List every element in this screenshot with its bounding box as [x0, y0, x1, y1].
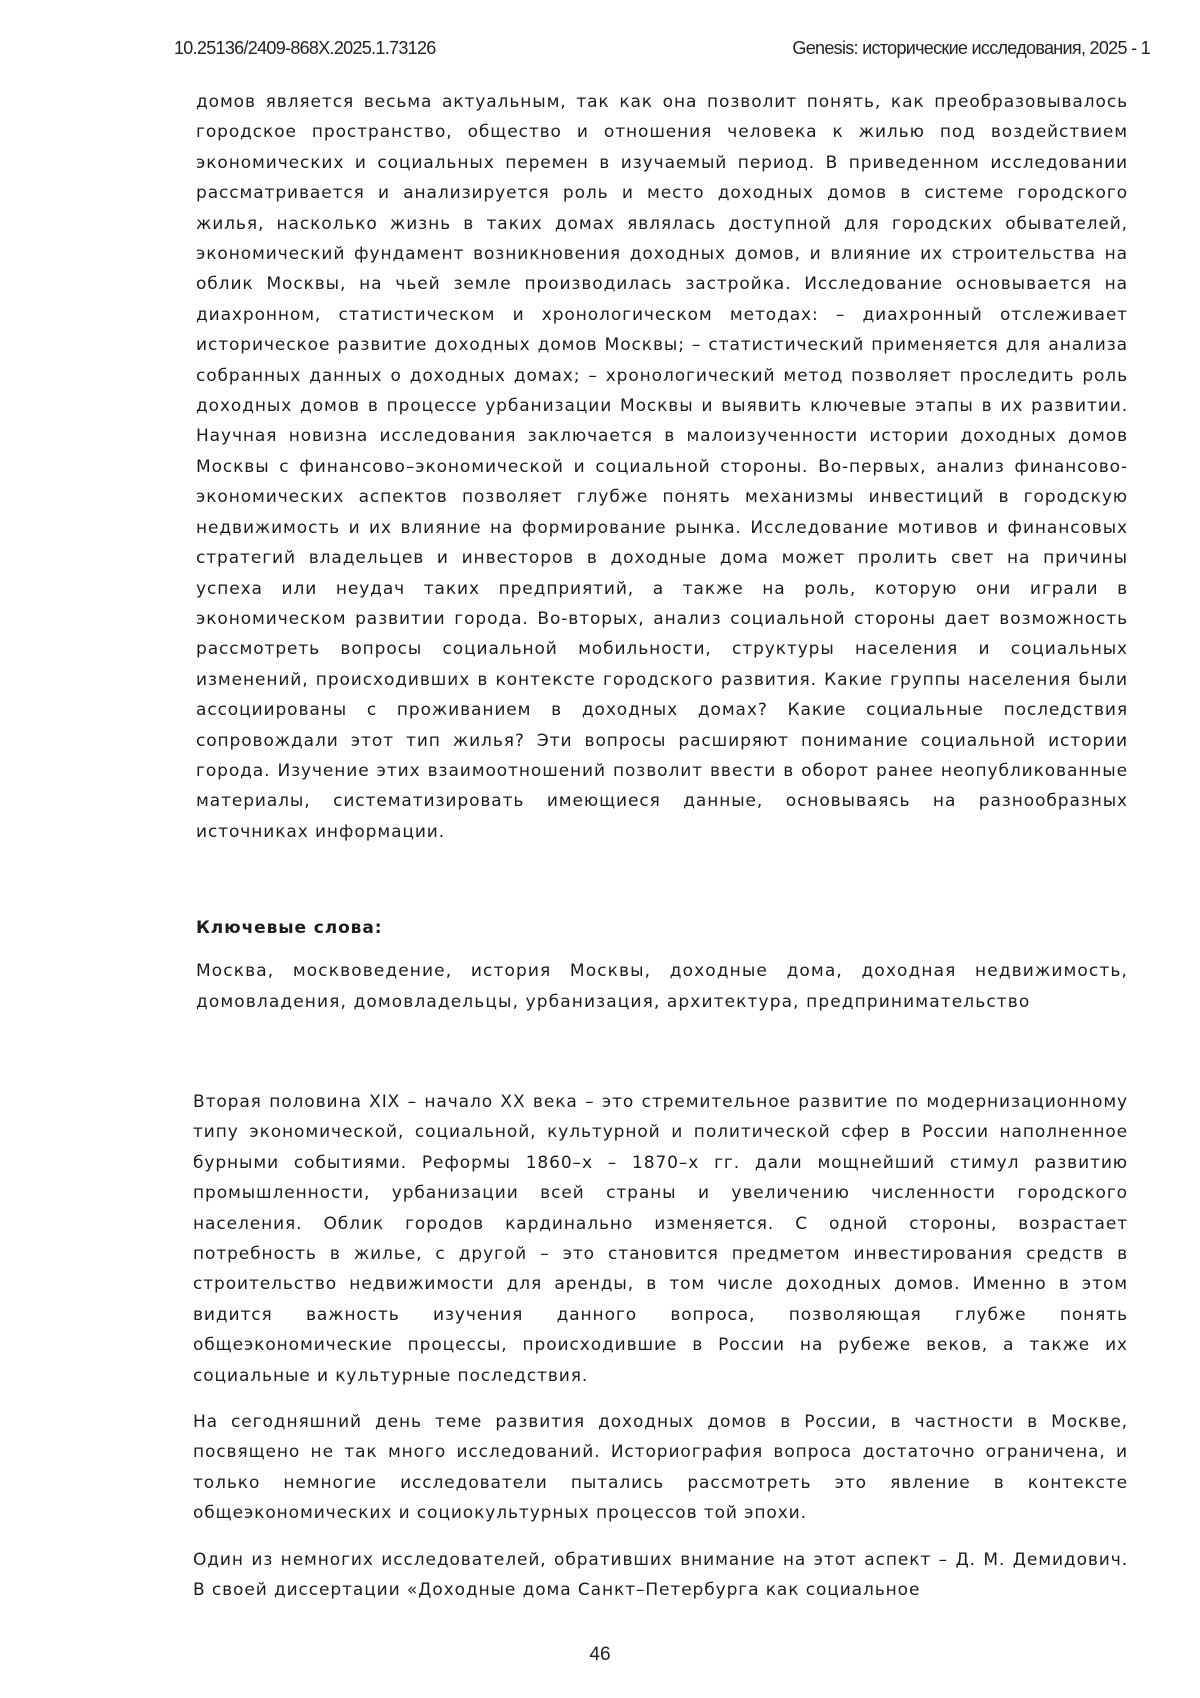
abstract-paragraph: домов является весьма актуальным, так как она позволит понять, как преобразовывалось городское пространство, общество и отношения человека к жилью под воздействием экономических и социальных перемен в изучаемый период. В приведенном исследовании рассматривается и анализируется роль и место доходных домов в системе городского жилья, насколько жизнь в таких домах являлась доступной для городских обывателей, экономический фундамент возникновения доходных домов, и влияние их строительства на облик Москвы, на чьей земле производилась застройка. Исследование основывается на диахронном, статистическом и хронологическом методах: – диахронный отслеживает историческое развитие доходных домов Москвы; – статистический применяется для анализа собранных данных о доходных домах; – хронологический метод позволяет проследить роль доходных домов в процессе урбанизации Москвы и выявить ключевые этапы в их развитии. Научная новизна исследования заключается в малоизученности истории доходных домов Москвы с финансово–экономической и социальной стороны. Во-первых, анализ финансово-экономических аспектов позволяет глубже понять механизмы инвестиций в городскую недвижимость и их влияние на формирование рынка. Исследование мотивов и финансовых стратегий владельцев и инвесторов в доходные дома может пролить свет на причины успеха или неудач таких предприятий, а также на роль, которую они играли в экономическом развитии города. Во-вторых, анализ социальной стороны дает возможность рассмотреть вопросы социальной мобильности, структуры населения и социальных изменений, происходивших в контексте городского развития. Какие группы населения были ассоциированы с проживанием в доходных домах? Какие социальные последствия сопровождали этот тип жилья? Эти вопросы расширяют понимание социальной истории города. Изучение этих взаимоотношений позволит ввести в оборот ранее неопубликованные материалы, систематизировать имеющиеся данные, основываясь на разнообразных источниках информации. — [196, 92, 1128, 842]
body-paragraph-2: На сегодняшний день теме развития доходных домов в России, в частности в Москве, посвящено не так много исследований. Историография вопроса достаточно ограничена, и только немногие исследователи пытались рассмотреть это явление в контексте общеэкономических и социокультурных процессов той эпохи. — [193, 1412, 1128, 1524]
page-number: 46 — [589, 1644, 611, 1665]
journal-title: Genesis: исторические исследования, 2025 - 1 — [792, 38, 1150, 58]
keywords-heading: Ключевые слова: — [196, 918, 383, 939]
doi-label: 10.25136/2409-868X.2025.1.73126 — [174, 38, 436, 58]
body-paragraph-3: Один из немногих исследователей, обративших внимание на этот аспект – Д. М. Демидович. В своей диссертации «Доходные дома Санкт–Петербурга как социальное — [193, 1549, 1128, 1601]
article-body — [193, 1087, 1128, 1622]
abstract-block — [196, 87, 1128, 1018]
running-header — [174, 38, 1150, 62]
keywords-list: Москва, москвоведение, история Москвы, доходные дома, доходная недвижимость, домовладения, домовладельцы, урбанизация, архитектура, предпринимательство — [196, 961, 1128, 1013]
body-paragraph-1: Вторая половина XIX – начало XX века – это стремительное развитие по модернизационному типу экономической, социальной, культурной и политической сфер в России наполненное бурными событиями. Реформы 1860–х – 1870–х гг. дали мощнейший стимул развитию промышленности, урбанизации всей страны и увеличению численности городского населения. Облик городов кардинально изменяется. С одной стороны, возрастает потребность в жилье, с другой – это становится предметом инвестирования средств в строительство недвижимости для аренды, в том числе доходных домов. Именно в этом видится важность изучения данного вопроса, позволяющая глубже понять общеэкономические процессы, происходившие в России на рубеже веков, а также их социальные и культурные последствия. — [193, 1092, 1128, 1386]
